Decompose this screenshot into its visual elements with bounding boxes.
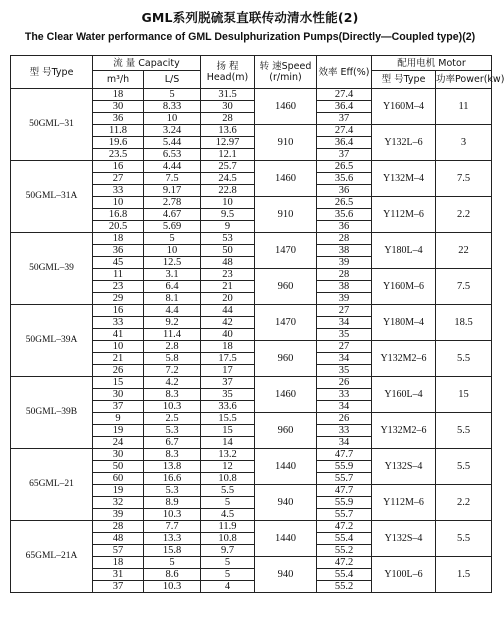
head-cell: 23 <box>201 269 255 281</box>
model-cell: 50GML–31A <box>11 161 93 233</box>
head-cell: 20 <box>201 293 255 305</box>
capacity-m3h-cell: 9 <box>93 413 144 425</box>
capacity-ls-cell: 6.7 <box>144 437 201 449</box>
head-cell: 5.5 <box>201 485 255 497</box>
efficiency-cell: 27 <box>317 305 372 317</box>
motor-type-cell: Y132S–4 <box>372 521 436 557</box>
efficiency-cell: 36 <box>317 221 372 233</box>
head-cell: 17.5 <box>201 353 255 365</box>
capacity-m3h-cell: 29 <box>93 293 144 305</box>
motor-type-cell: Y112M–6 <box>372 197 436 233</box>
motor-type-cell: Y180L–4 <box>372 233 436 269</box>
efficiency-cell: 47.7 <box>317 485 372 497</box>
motor-type-cell: Y132M–4 <box>372 161 436 197</box>
capacity-ls-cell: 10.3 <box>144 401 201 413</box>
capacity-ls-cell: 4.2 <box>144 377 201 389</box>
efficiency-cell: 27.4 <box>317 125 372 137</box>
capacity-ls-cell: 4.4 <box>144 305 201 317</box>
head-cell: 18 <box>201 341 255 353</box>
head-cell: 44 <box>201 305 255 317</box>
capacity-ls-cell: 3.24 <box>144 125 201 137</box>
capacity-ls-cell: 3.1 <box>144 269 201 281</box>
motor-power-cell: 5.5 <box>436 341 492 377</box>
motor-type-cell: Y132M2–6 <box>372 413 436 449</box>
capacity-ls-cell: 2.8 <box>144 341 201 353</box>
table-body <box>11 89 492 593</box>
head-cell: 33.6 <box>201 401 255 413</box>
table-row <box>11 449 492 461</box>
speed-cell: 1460 <box>255 377 317 413</box>
table-row <box>11 233 492 245</box>
capacity-m3h-cell: 37 <box>93 581 144 593</box>
efficiency-cell: 37 <box>317 149 372 161</box>
head-cell: 10.8 <box>201 533 255 545</box>
capacity-m3h-cell: 27 <box>93 173 144 185</box>
head-cell: 40 <box>201 329 255 341</box>
efficiency-cell: 35.6 <box>317 173 372 185</box>
efficiency-cell: 28 <box>317 269 372 281</box>
capacity-m3h-cell: 30 <box>93 389 144 401</box>
efficiency-cell: 26 <box>317 377 372 389</box>
header-capacity: 流 量 Capacity <box>93 56 201 71</box>
head-cell: 9.5 <box>201 209 255 221</box>
head-cell: 50 <box>201 245 255 257</box>
head-cell: 35 <box>201 389 255 401</box>
efficiency-cell: 33 <box>317 425 372 437</box>
capacity-m3h-cell: 39 <box>93 509 144 521</box>
head-cell: 9 <box>201 221 255 233</box>
motor-type-cell: Y160M–4 <box>372 89 436 125</box>
capacity-ls-cell: 2.5 <box>144 413 201 425</box>
speed-cell: 940 <box>255 557 317 593</box>
capacity-ls-cell: 5.69 <box>144 221 201 233</box>
table-row <box>11 161 492 173</box>
efficiency-cell: 55.4 <box>317 533 372 545</box>
capacity-ls-cell: 10 <box>144 245 201 257</box>
motor-type-cell: Y160M–6 <box>372 269 436 305</box>
head-cell: 24.5 <box>201 173 255 185</box>
speed-cell: 960 <box>255 413 317 449</box>
efficiency-cell: 36 <box>317 185 372 197</box>
capacity-m3h-cell: 30 <box>93 449 144 461</box>
header-capacity-m3h: m³/h <box>93 71 144 89</box>
efficiency-cell: 38 <box>317 245 372 257</box>
capacity-ls-cell: 9.17 <box>144 185 201 197</box>
capacity-m3h-cell: 24 <box>93 437 144 449</box>
speed-cell: 940 <box>255 485 317 521</box>
header-speed: 转 速Speed (r/min) <box>255 56 317 89</box>
page-subtitle: The Clear Water performance of GML Desulphurization Pumps(Directly—Coupled type)(2) <box>24 31 476 43</box>
efficiency-cell: 55.2 <box>317 545 372 557</box>
capacity-ls-cell: 5.8 <box>144 353 201 365</box>
motor-power-cell: 2.2 <box>436 197 492 233</box>
capacity-ls-cell: 12.5 <box>144 257 201 269</box>
speed-cell: 1460 <box>255 161 317 197</box>
capacity-ls-cell: 10 <box>144 113 201 125</box>
motor-power-cell: 15 <box>436 377 492 413</box>
head-cell: 4.5 <box>201 509 255 521</box>
head-cell: 10.8 <box>201 473 255 485</box>
efficiency-cell: 36.4 <box>317 137 372 149</box>
efficiency-cell: 47.7 <box>317 449 372 461</box>
efficiency-cell: 33 <box>317 389 372 401</box>
efficiency-cell: 55.7 <box>317 473 372 485</box>
head-cell: 21 <box>201 281 255 293</box>
capacity-ls-cell: 8.33 <box>144 101 201 113</box>
head-cell: 12 <box>201 461 255 473</box>
motor-type-cell: Y160L–4 <box>372 377 436 413</box>
capacity-m3h-cell: 30 <box>93 101 144 113</box>
efficiency-cell: 47.2 <box>317 557 372 569</box>
capacity-m3h-cell: 48 <box>93 533 144 545</box>
speed-cell: 1470 <box>255 233 317 269</box>
capacity-m3h-cell: 16 <box>93 305 144 317</box>
motor-type-cell: Y132M2–6 <box>372 341 436 377</box>
head-cell: 53 <box>201 233 255 245</box>
table-row <box>11 305 492 317</box>
speed-cell: 1460 <box>255 89 317 125</box>
capacity-m3h-cell: 28 <box>93 521 144 533</box>
header-motor-type: 型 号Type <box>372 71 436 89</box>
motor-power-cell: 11 <box>436 89 492 125</box>
performance-table <box>10 55 504 593</box>
capacity-ls-cell: 8.9 <box>144 497 201 509</box>
speed-cell: 910 <box>255 197 317 233</box>
speed-cell: 910 <box>255 125 317 161</box>
capacity-ls-cell: 7.5 <box>144 173 201 185</box>
capacity-m3h-cell: 18 <box>93 557 144 569</box>
motor-power-cell: 5.5 <box>436 521 492 557</box>
head-cell: 13.2 <box>201 449 255 461</box>
efficiency-cell: 27.4 <box>317 89 372 101</box>
capacity-m3h-cell: 33 <box>93 185 144 197</box>
efficiency-cell: 39 <box>317 257 372 269</box>
efficiency-cell: 55.9 <box>317 461 372 473</box>
capacity-m3h-cell: 18 <box>93 89 144 101</box>
capacity-m3h-cell: 19 <box>93 485 144 497</box>
speed-cell: 960 <box>255 269 317 305</box>
head-cell: 4 <box>201 581 255 593</box>
capacity-ls-cell: 9.2 <box>144 317 201 329</box>
capacity-m3h-cell: 11 <box>93 269 144 281</box>
capacity-ls-cell: 13.8 <box>144 461 201 473</box>
capacity-ls-cell: 11.4 <box>144 329 201 341</box>
head-cell: 11.9 <box>201 521 255 533</box>
capacity-m3h-cell: 16.8 <box>93 209 144 221</box>
head-cell: 28 <box>201 113 255 125</box>
head-cell: 22.8 <box>201 185 255 197</box>
efficiency-cell: 34 <box>317 317 372 329</box>
head-cell: 15 <box>201 425 255 437</box>
motor-type-cell: Y132L–6 <box>372 125 436 161</box>
head-cell: 48 <box>201 257 255 269</box>
table-row <box>11 521 492 533</box>
capacity-ls-cell: 7.7 <box>144 521 201 533</box>
table-row <box>11 377 492 389</box>
capacity-ls-cell: 5.3 <box>144 485 201 497</box>
efficiency-cell: 35.6 <box>317 209 372 221</box>
capacity-ls-cell: 8.3 <box>144 449 201 461</box>
capacity-ls-cell: 10.3 <box>144 581 201 593</box>
head-cell: 15.5 <box>201 413 255 425</box>
header-efficiency: 效率 Eff(%) <box>317 56 372 89</box>
efficiency-cell: 35 <box>317 365 372 377</box>
motor-power-cell: 1.5 <box>436 557 492 593</box>
capacity-m3h-cell: 31 <box>93 569 144 581</box>
table-row <box>11 89 492 101</box>
capacity-ls-cell: 2.78 <box>144 197 201 209</box>
capacity-ls-cell: 6.4 <box>144 281 201 293</box>
efficiency-cell: 26 <box>317 413 372 425</box>
motor-type-cell: Y112M–6 <box>372 485 436 521</box>
capacity-ls-cell: 5.44 <box>144 137 201 149</box>
capacity-ls-cell: 4.67 <box>144 209 201 221</box>
efficiency-cell: 55.9 <box>317 497 372 509</box>
motor-power-cell: 5.5 <box>436 449 492 485</box>
motor-power-cell: 3 <box>436 125 492 161</box>
efficiency-cell: 55.2 <box>317 581 372 593</box>
speed-cell: 1470 <box>255 305 317 341</box>
capacity-m3h-cell: 36 <box>93 245 144 257</box>
model-cell: 50GML–31 <box>11 89 93 161</box>
capacity-m3h-cell: 23 <box>93 281 144 293</box>
speed-cell: 960 <box>255 341 317 377</box>
head-cell: 14 <box>201 437 255 449</box>
capacity-ls-cell: 8.6 <box>144 569 201 581</box>
capacity-m3h-cell: 10 <box>93 341 144 353</box>
head-cell: 25.7 <box>201 161 255 173</box>
capacity-m3h-cell: 60 <box>93 473 144 485</box>
motor-type-cell: Y100L–6 <box>372 557 436 593</box>
head-cell: 9.7 <box>201 545 255 557</box>
header-motor: 配用电机 Motor <box>372 56 492 71</box>
capacity-m3h-cell: 57 <box>93 545 144 557</box>
efficiency-cell: 47.2 <box>317 521 372 533</box>
head-cell: 31.5 <box>201 89 255 101</box>
capacity-ls-cell: 5 <box>144 557 201 569</box>
motor-power-cell: 2.2 <box>436 485 492 521</box>
speed-cell: 1440 <box>255 521 317 557</box>
capacity-ls-cell: 8.1 <box>144 293 201 305</box>
capacity-m3h-cell: 19.6 <box>93 137 144 149</box>
head-cell: 17 <box>201 365 255 377</box>
model-cell: 65GML–21 <box>11 449 93 521</box>
efficiency-cell: 28 <box>317 233 372 245</box>
motor-power-cell: 22 <box>436 233 492 269</box>
capacity-ls-cell: 10.3 <box>144 509 201 521</box>
capacity-m3h-cell: 18 <box>93 233 144 245</box>
efficiency-cell: 27 <box>317 341 372 353</box>
head-cell: 13.6 <box>201 125 255 137</box>
efficiency-cell: 38 <box>317 281 372 293</box>
efficiency-cell: 39 <box>317 293 372 305</box>
capacity-ls-cell: 4.44 <box>144 161 201 173</box>
head-cell: 5 <box>201 557 255 569</box>
header-capacity-ls: L/S <box>144 71 201 89</box>
motor-type-cell: Y132S–4 <box>372 449 436 485</box>
page-title: GML系列脱硫泵直联传动清水性能(2) <box>141 10 359 25</box>
efficiency-cell: 55.7 <box>317 509 372 521</box>
capacity-ls-cell: 5.3 <box>144 425 201 437</box>
motor-power-cell: 7.5 <box>436 161 492 197</box>
capacity-ls-cell: 16.6 <box>144 473 201 485</box>
capacity-m3h-cell: 36 <box>93 113 144 125</box>
head-cell: 12.97 <box>201 137 255 149</box>
model-cell: 65GML–21A <box>11 521 93 593</box>
head-cell: 10 <box>201 197 255 209</box>
efficiency-cell: 35 <box>317 329 372 341</box>
capacity-m3h-cell: 33 <box>93 317 144 329</box>
capacity-ls-cell: 8.3 <box>144 389 201 401</box>
efficiency-cell: 37 <box>317 113 372 125</box>
capacity-ls-cell: 5 <box>144 89 201 101</box>
capacity-m3h-cell: 11.8 <box>93 125 144 137</box>
capacity-m3h-cell: 21 <box>93 353 144 365</box>
speed-cell: 1440 <box>255 449 317 485</box>
head-cell: 42 <box>201 317 255 329</box>
model-cell: 50GML–39A <box>11 305 93 377</box>
efficiency-cell: 55.4 <box>317 569 372 581</box>
head-cell: 30 <box>201 101 255 113</box>
capacity-m3h-cell: 23.5 <box>93 149 144 161</box>
header-motor-power: 功率Power(kw) <box>436 71 492 89</box>
model-cell: 50GML–39B <box>11 377 93 449</box>
capacity-m3h-cell: 37 <box>93 401 144 413</box>
header-model: 型 号Type <box>11 56 93 89</box>
head-cell: 5 <box>201 569 255 581</box>
capacity-m3h-cell: 15 <box>93 377 144 389</box>
model-cell: 50GML–39 <box>11 233 93 305</box>
header-head: 扬 程 Head(m) <box>201 56 255 89</box>
motor-type-cell: Y180M–4 <box>372 305 436 341</box>
head-cell: 12.1 <box>201 149 255 161</box>
capacity-ls-cell: 7.2 <box>144 365 201 377</box>
efficiency-cell: 36.4 <box>317 101 372 113</box>
head-cell: 37 <box>201 377 255 389</box>
capacity-ls-cell: 5 <box>144 233 201 245</box>
motor-power-cell: 18.5 <box>436 305 492 341</box>
efficiency-cell: 26.5 <box>317 197 372 209</box>
efficiency-cell: 34 <box>317 437 372 449</box>
capacity-m3h-cell: 19 <box>93 425 144 437</box>
capacity-ls-cell: 15.8 <box>144 545 201 557</box>
capacity-m3h-cell: 45 <box>93 257 144 269</box>
efficiency-cell: 34 <box>317 353 372 365</box>
capacity-ls-cell: 13.3 <box>144 533 201 545</box>
capacity-ls-cell: 6.53 <box>144 149 201 161</box>
capacity-m3h-cell: 10 <box>93 197 144 209</box>
capacity-m3h-cell: 20.5 <box>93 221 144 233</box>
motor-power-cell: 7.5 <box>436 269 492 305</box>
capacity-m3h-cell: 50 <box>93 461 144 473</box>
capacity-m3h-cell: 32 <box>93 497 144 509</box>
capacity-m3h-cell: 41 <box>93 329 144 341</box>
capacity-m3h-cell: 26 <box>93 365 144 377</box>
capacity-m3h-cell: 16 <box>93 161 144 173</box>
motor-power-cell: 5.5 <box>436 413 492 449</box>
head-cell: 5 <box>201 497 255 509</box>
efficiency-cell: 26.5 <box>317 161 372 173</box>
efficiency-cell: 34 <box>317 401 372 413</box>
